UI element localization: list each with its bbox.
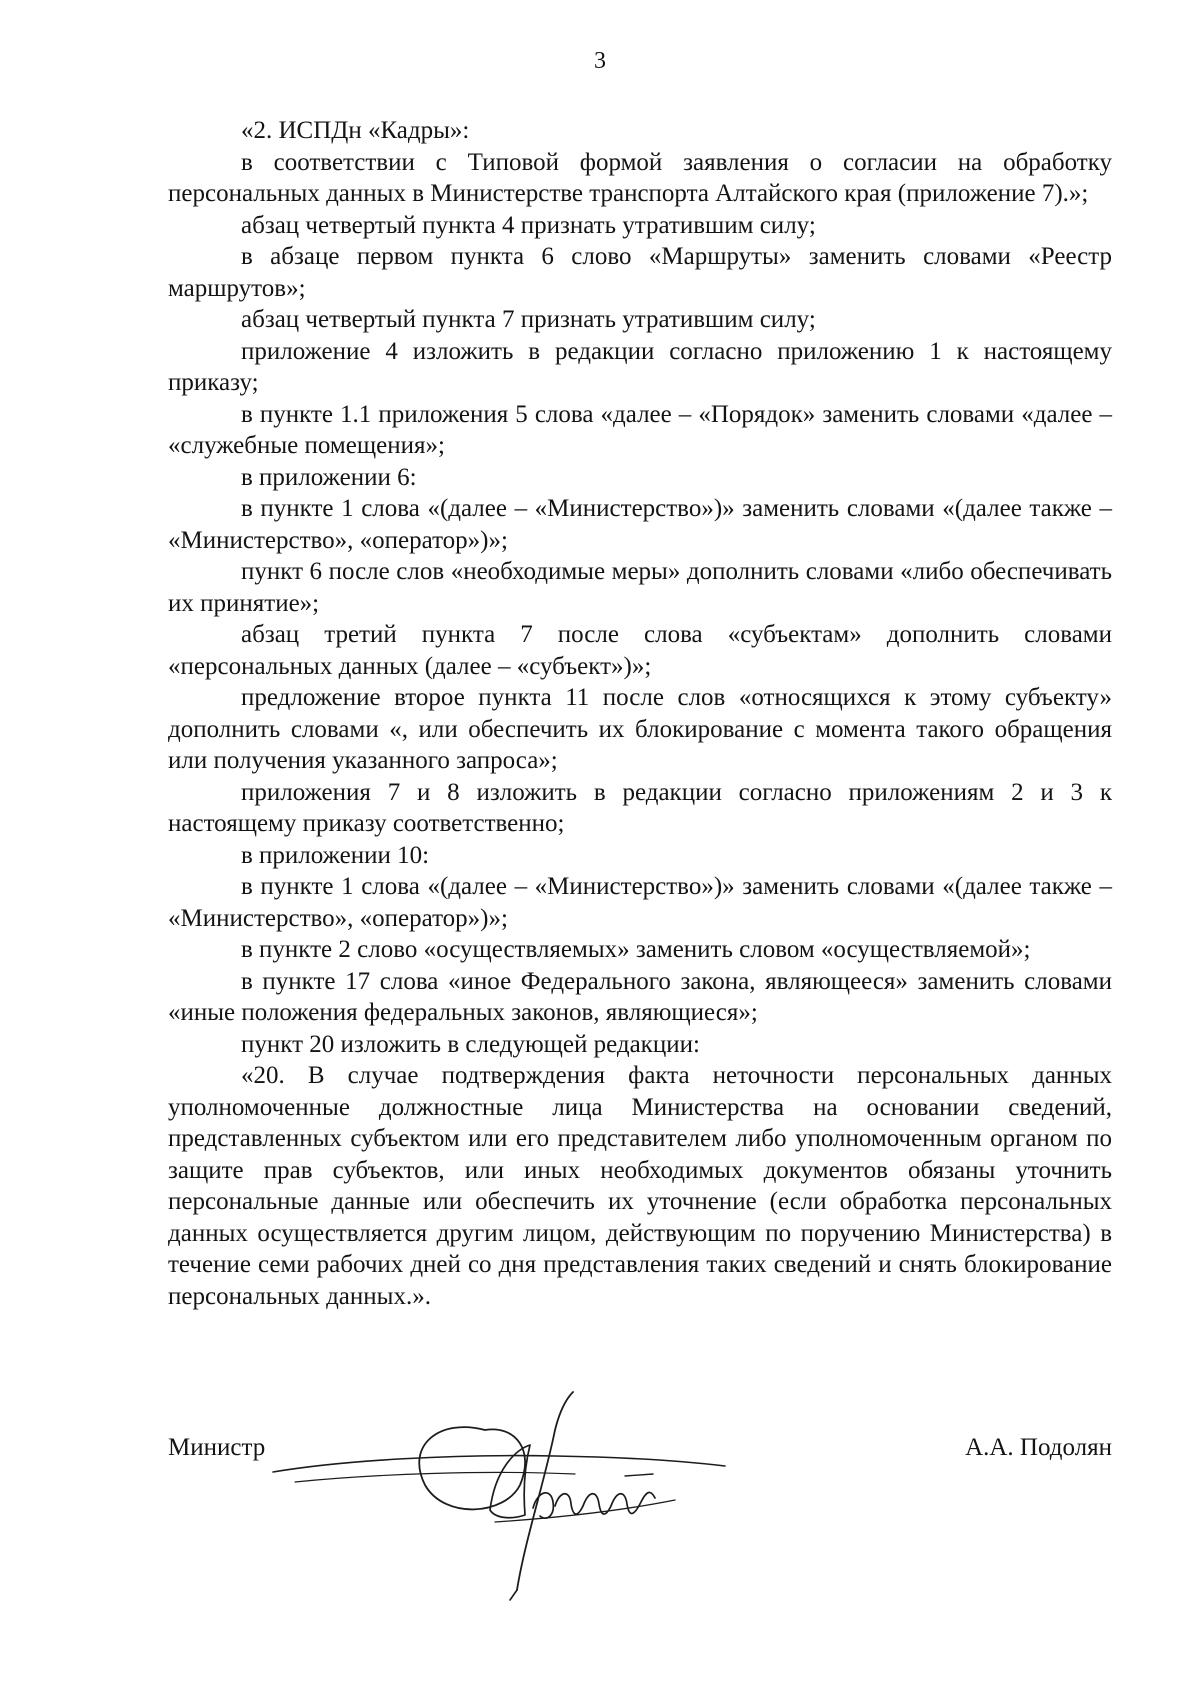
signatory-title: Министр bbox=[168, 1434, 266, 1461]
paragraph: приложение 4 изложить в редакции согласно приложению 1 к настоящему приказу; bbox=[168, 337, 1112, 396]
paragraph: в пункте 1 слова «(далее – «Министерство»)» заменить словами «(далее также – «Министерство», «оператор»)»; bbox=[168, 873, 1112, 932]
paragraph: пункт 6 после слов «необходимые меры» дополнить словами «либо обеспечивать их принятие»; bbox=[168, 558, 1112, 617]
handwritten-signature bbox=[255, 1390, 755, 1630]
document-body bbox=[168, 115, 1112, 1312]
paragraph: в соответствии с Типовой формой заявления о согласии на обработку персональных данных в Министерстве транспорта Алтайского края (приложение 7).»; bbox=[168, 148, 1112, 207]
paragraph: абзац четвертый пункта 7 признать утратившим силу; bbox=[241, 306, 816, 333]
paragraph: приложения 7 и 8 изложить в редакции согласно приложениям 2 и 3 к настоящему приказу соответственно; bbox=[168, 778, 1112, 837]
paragraph: предложение второе пункта 11 после слов «относящихся к этому субъекту» дополнить словами «, или обеспечить их блокирование с момента такого обращения или получения указанного запроса»; bbox=[168, 684, 1112, 774]
paragraph: в пункте 17 слова «иное Федерального закона, являющееся» заменить словами «иные положения федеральных законов, являющиеся»; bbox=[168, 967, 1112, 1026]
paragraph: в пункте 2 слово «осуществляемых» заменить словом «осуществляемой»; bbox=[241, 936, 1031, 963]
page-number: 3 bbox=[594, 48, 606, 74]
paragraph: пункт 20 изложить в следующей редакции: bbox=[241, 1030, 700, 1058]
paragraph: в пункте 1 слова «(далее – «Министерство»)» заменить словами «(далее также – «Министерство», «оператор»)»; bbox=[168, 495, 1112, 554]
paragraph: абзац третий пункта 7 после слова «субъектам» дополнить словами «персональных данных (далее – «субъект»)»; bbox=[168, 621, 1112, 680]
paragraph: в приложении 10: bbox=[241, 841, 430, 869]
paragraph: «2. ИСПДн «Кадры»: bbox=[241, 117, 470, 144]
paragraph: абзац четвертый пункта 4 признать утратившим силу; bbox=[241, 211, 816, 239]
signatory-name: А.А. Подолян bbox=[965, 1434, 1112, 1461]
paragraph: «20. В случае подтверждения факта неточности персональных данных уполномоченные должностные лица Министерства на основании сведений, представленных субъектом или его представителем либо уполномоченным органом по защите прав субъектов, или иных необходимых документов обязаны уточнить персональные данные или обеспечить их уточнение (если обработка персональных данных осуществляется другим лицом, действующим по поручению Министерства) в течение семи рабочих дней со дня представления таких сведений и снять блокирование персональных данных.». bbox=[168, 1062, 1112, 1310]
paragraph: в пункте 1.1 приложения 5 слова «далее – «Порядок» заменить словами «далее – «служебные помещения»; bbox=[168, 400, 1112, 459]
paragraph: в приложении 6: bbox=[241, 463, 417, 491]
paragraph: в абзаце первом пункта 6 слово «Маршруты» заменить словами «Реестр маршрутов»; bbox=[168, 243, 1112, 302]
